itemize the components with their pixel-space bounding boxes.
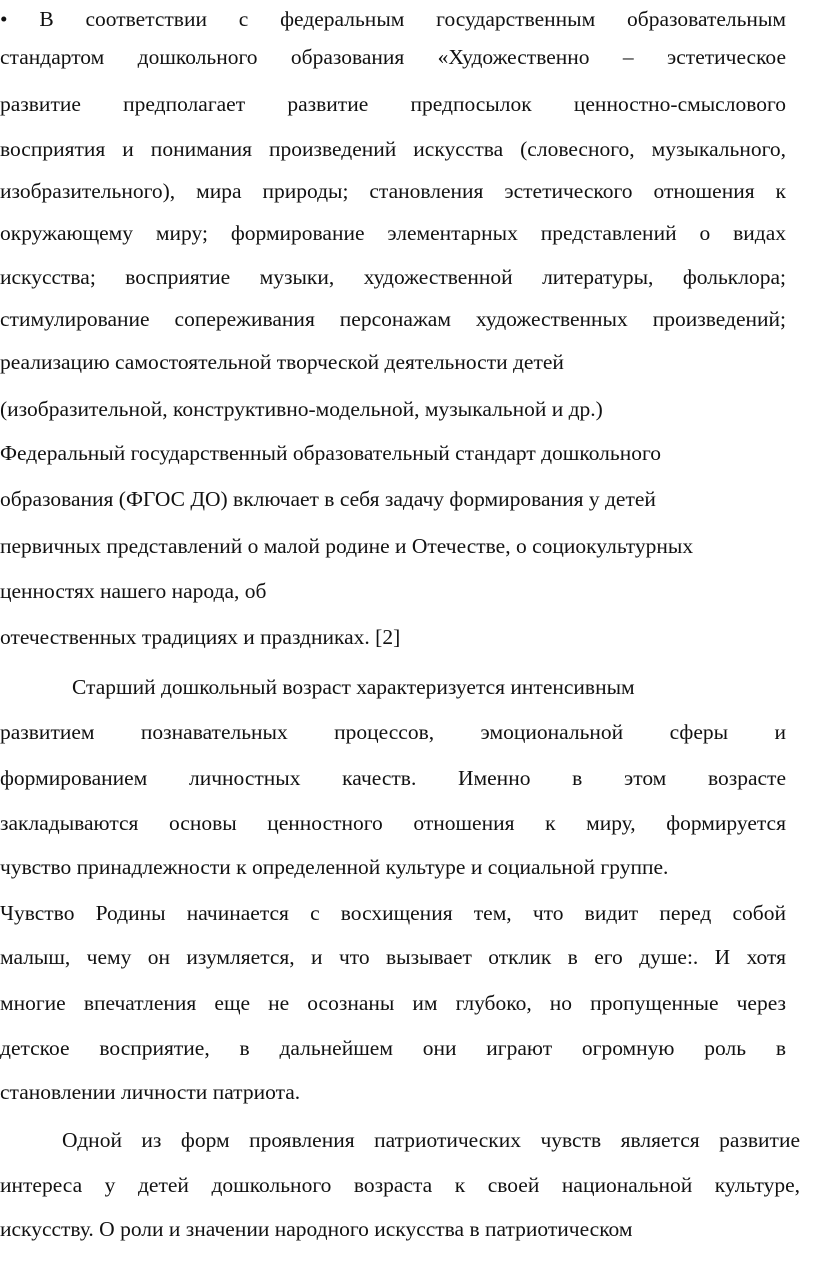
text-line: чувство принадлежности к определенной культуре и социальной группе. — [0, 855, 669, 879]
text-line: Чувство Родины начинается с восхищения тем, что видит перед собой — [0, 901, 786, 925]
text-line: окружающему миру; формирование элементарных представлений о видах — [0, 221, 786, 245]
text-line: многие впечатления еще не осознаны им глубоко, но пропущенные через — [0, 991, 786, 1015]
text-line: закладываются основы ценностного отношения к миру, формируется — [0, 811, 786, 835]
text-line: становлении личности патриота. — [0, 1080, 301, 1104]
text-line: восприятия и понимания произведений искусства (словесного, музыкального, — [0, 137, 786, 161]
text-line: искусства; восприятие музыки, художественной литературы, фольклора; — [0, 265, 786, 289]
text-line: • В соответствии с федеральным государственным образовательным — [0, 7, 786, 31]
text-line: реализацию самостоятельной творческой деятельности детей — [0, 350, 564, 374]
paragraph-first-line: Старший дошкольный возраст характеризуется интенсивным — [72, 675, 635, 699]
text-line: отечественных традициях и праздниках. [2] — [0, 625, 401, 649]
text-line: формированием личностных качеств. Именно в этом возрасте — [0, 766, 786, 790]
text-line: развитие предполагает развитие предпосылок ценностно-смыслового — [0, 92, 786, 116]
text-line: Федеральный государственный образовательный стандарт дошкольного — [0, 441, 661, 465]
text-line: изобразительного), мира природы; становления эстетического отношения к — [0, 179, 786, 203]
text-line: интереса у детей дошкольного возраста к своей национальной культуре, — [0, 1173, 800, 1197]
text-line: образования (ФГОС ДО) включает в себя задачу формирования у детей — [0, 487, 656, 511]
text-line: малыш, чему он изумляется, и что вызывает отклик в его душе:. И хотя — [0, 945, 786, 969]
text-line: детское восприятие, в дальнейшем они играют огромную роль в — [0, 1036, 786, 1060]
text-line: (изобразительной, конструктивно-модельной, музыкальной и др.) — [0, 397, 603, 421]
text-line: стандартом дошкольного образования «Художественно – эстетическое — [0, 45, 786, 69]
text-line: искусству. О роли и значении народного искусства в патриотическом — [0, 1217, 633, 1241]
paragraph-first-line: Одной из форм проявления патриотических чувств является развитие — [62, 1128, 800, 1152]
text-line: стимулирование сопереживания персонажам художественных произведений; — [0, 307, 786, 331]
text-line: ценностях нашего народа, об — [0, 579, 267, 603]
text-line: первичных представлений о малой родине и Отечестве, о социокультурных — [0, 534, 694, 558]
text-line: развитием познавательных процессов, эмоциональной сферы и — [0, 720, 786, 744]
